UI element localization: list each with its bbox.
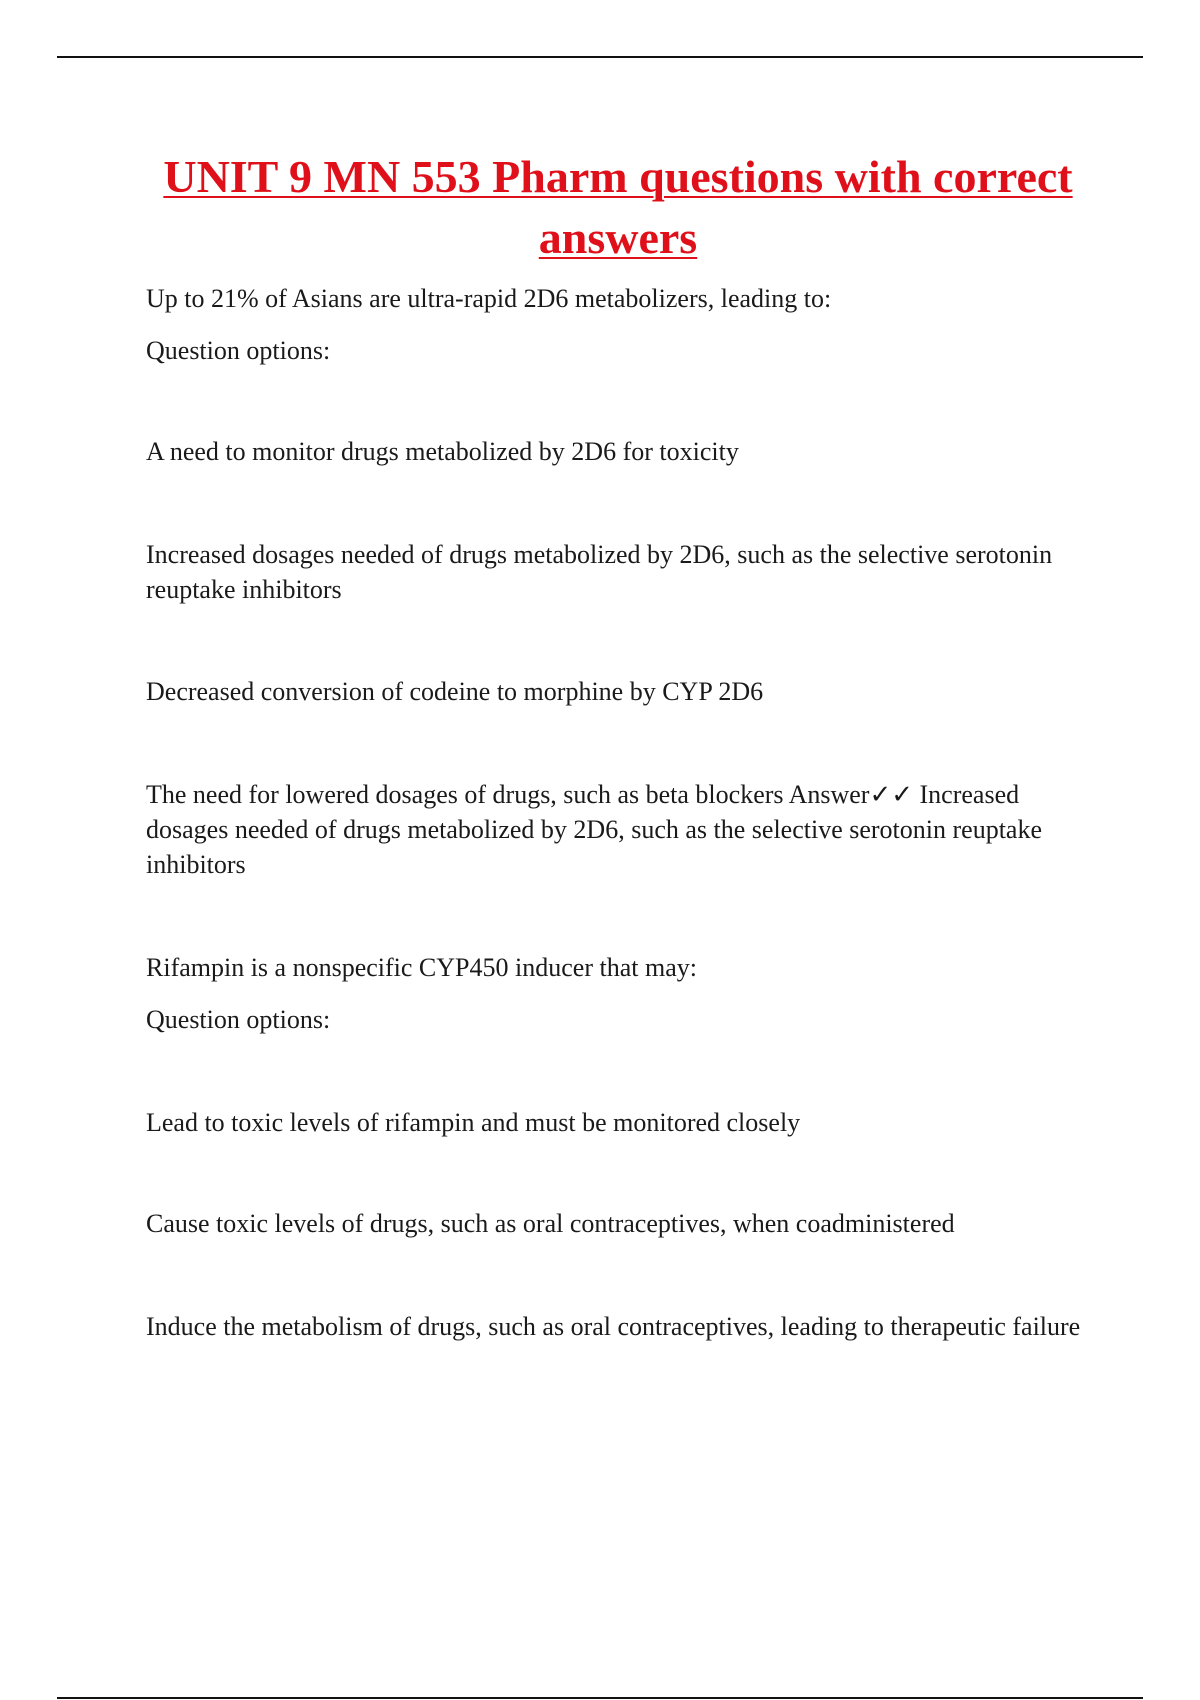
question-1-stem: Up to 21% of Asians are ultra-rapid 2D6 metabolizers, leading to: <box>146 284 832 313</box>
question-1-option-b: Increased dosages needed of drugs metabolized by 2D6, such as the selective serotonin reuptake inhibitors <box>146 540 1053 604</box>
question-2-option-a: Lead to toxic levels of rifampin and must be monitored closely <box>146 1108 801 1137</box>
document-title: UNIT 9 MN 553 Pharm questions with correct answers <box>163 151 1073 263</box>
question-1-options-label: Question options: <box>146 336 331 365</box>
question-1-option-d-with-answer: The need for lowered dosages of drugs, such as beta blockers Answer✓✓ Increased dosages needed of drugs metabolized by 2D6, such as the selective serotonin reuptake inhibitors <box>146 780 1042 879</box>
question-1-option-a: A need to monitor drugs metabolized by 2D6 for toxicity <box>146 437 739 466</box>
question-2-options-label: Question options: <box>146 1005 331 1034</box>
question-1-option-c: Decreased conversion of codeine to morphine by CYP 2D6 <box>146 677 764 706</box>
question-2-stem: Rifampin is a nonspecific CYP450 inducer that may: <box>146 953 697 982</box>
question-2-option-b: Cause toxic levels of drugs, such as oral contraceptives, when coadministered <box>146 1209 955 1238</box>
question-2-option-c: Induce the metabolism of drugs, such as oral contraceptives, leading to therapeutic failure <box>146 1312 1081 1341</box>
top-rule <box>57 56 1143 58</box>
bottom-rule <box>57 1697 1143 1699</box>
